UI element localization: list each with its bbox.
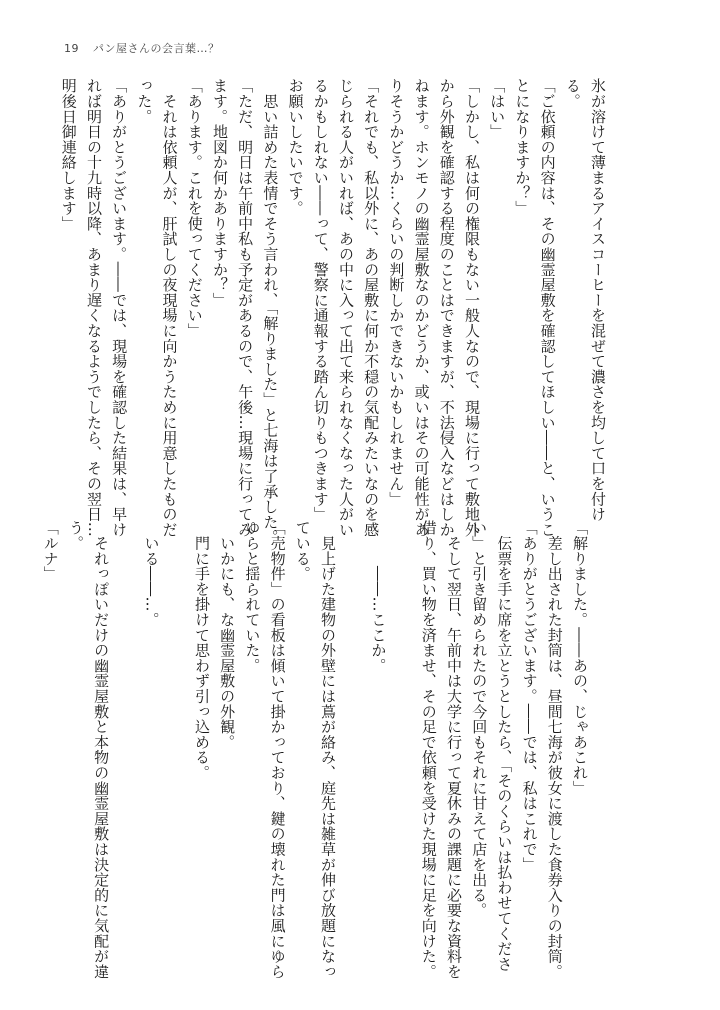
text-line: じられる人がいれば、あの中に入って出て来られなくなった人がい — [336, 78, 355, 537]
text-line: ます。地図か何かありますか？」 — [210, 78, 229, 308]
text-line: それは依頼人が、肝試しの夜現場に向かうために用意したものだ — [160, 78, 179, 537]
text-line: 「ルナ」 — [41, 520, 60, 582]
text-line: それっぽいだけの幽霊屋敷と本物の幽霊屋敷は決定的に気配が違 — [92, 520, 111, 979]
text-line: そして翌日、午前中は大学に行って夏休みの課題に必要な資料を — [444, 520, 463, 979]
text-line: お願いしたいです。 — [286, 78, 305, 216]
text-line: る。 — [563, 78, 582, 109]
text-line: るかもしれない――って、警察に通報する踏ん切りもつきます」 — [311, 78, 330, 522]
text-line: 「売物件」の看板は傾いて掛かっており、鍵の壊れた門は風にゆら — [268, 520, 287, 979]
text-line — [390, 520, 415, 940]
text-line: 「ご依頼の内容は、その幽霊屋敷を確認してほしい――と、いうこ — [538, 78, 557, 537]
text-line — [340, 520, 365, 940]
text-line: う。 — [66, 520, 85, 551]
text-line: いかにも、な幽霊屋敷の外観。 — [218, 520, 237, 750]
text-line: 「あります。これを使ってください」 — [185, 78, 204, 339]
page-number: 19 — [64, 42, 79, 55]
text-line: ゆらと揺られていた。 — [243, 520, 262, 673]
text-line — [164, 520, 189, 940]
text-line: とになりますか？」 — [513, 78, 532, 216]
text-line: 伝票を手に席を立とうとしたら、「そのくらいは払わせてくださ — [495, 520, 514, 972]
text-line: から外観を確認する程度のことはできますが、不法侵入などはしか — [437, 78, 456, 537]
text-line: 氷が溶けて薄まるアイスコーヒーを混ぜて濃さを均して口を付け — [589, 78, 607, 522]
text-line: 「ただ、明日は午前中私も予定があるので、午後…現場に行ってみ — [236, 78, 255, 537]
text-line: 「ありがとうございます。――では、現場を確認した結果は、早け — [110, 78, 129, 537]
text-line: 差し出された封筒は、昼間七海が彼女に渡した食券入りの封筒。 — [545, 520, 564, 979]
text-line: りそうかどうか…くらいの判断しかできないかもしれません」 — [387, 78, 406, 507]
text-line: い」と引き留められたので今回もそれに甘えて店を出る。 — [470, 520, 489, 918]
text-line: 「しかし、私は何の権限もない一般人なので、現場に行って敷地外 — [462, 78, 481, 537]
body-text-top — [59, 78, 610, 545]
page-header — [64, 40, 220, 56]
text-line: 思い詰めた表情でそう言われ、「解りました」と七海は了承した。 — [261, 78, 280, 545]
text-line: 借り、買い物を済ませ、その足で依頼を受けた現場に足を向けた。 — [419, 520, 438, 979]
text-line: ている。 — [293, 520, 312, 582]
text-line: ねます。ホンモノの幽霊屋敷なのかどうか、或いはその可能性があ — [412, 78, 431, 537]
text-line — [113, 520, 138, 940]
body-text-bottom — [41, 520, 592, 979]
text-line: ――…ここか。 — [369, 520, 388, 673]
text-line: 「解りました。――あの、じゃあこれ」 — [571, 520, 589, 796]
text-line: 門に手を掛けて思わず引っ込める。 — [192, 520, 211, 781]
text-line: れば明日の十九時以降、あまり遅くなるようでしたら、その翌日… — [84, 78, 103, 537]
text-line: 見上げた建物の外壁には蔦が絡み、庭先は雑草が伸び放題になっ — [318, 520, 337, 979]
text-line: 「ありがとうございます。――では、私はこれで」 — [520, 520, 539, 872]
text-line: 「はい」 — [488, 78, 507, 140]
text-line: った。 — [135, 78, 154, 124]
text-line: いる――…。 — [142, 520, 161, 628]
text-line: 明後日御連絡します」 — [59, 78, 78, 231]
running-title: パン屋さんの会言葉…？ — [93, 42, 220, 55]
text-line: 「それでも、私以外に、あの屋敷に何か不穏の気配みたいなのを感 — [362, 78, 381, 537]
